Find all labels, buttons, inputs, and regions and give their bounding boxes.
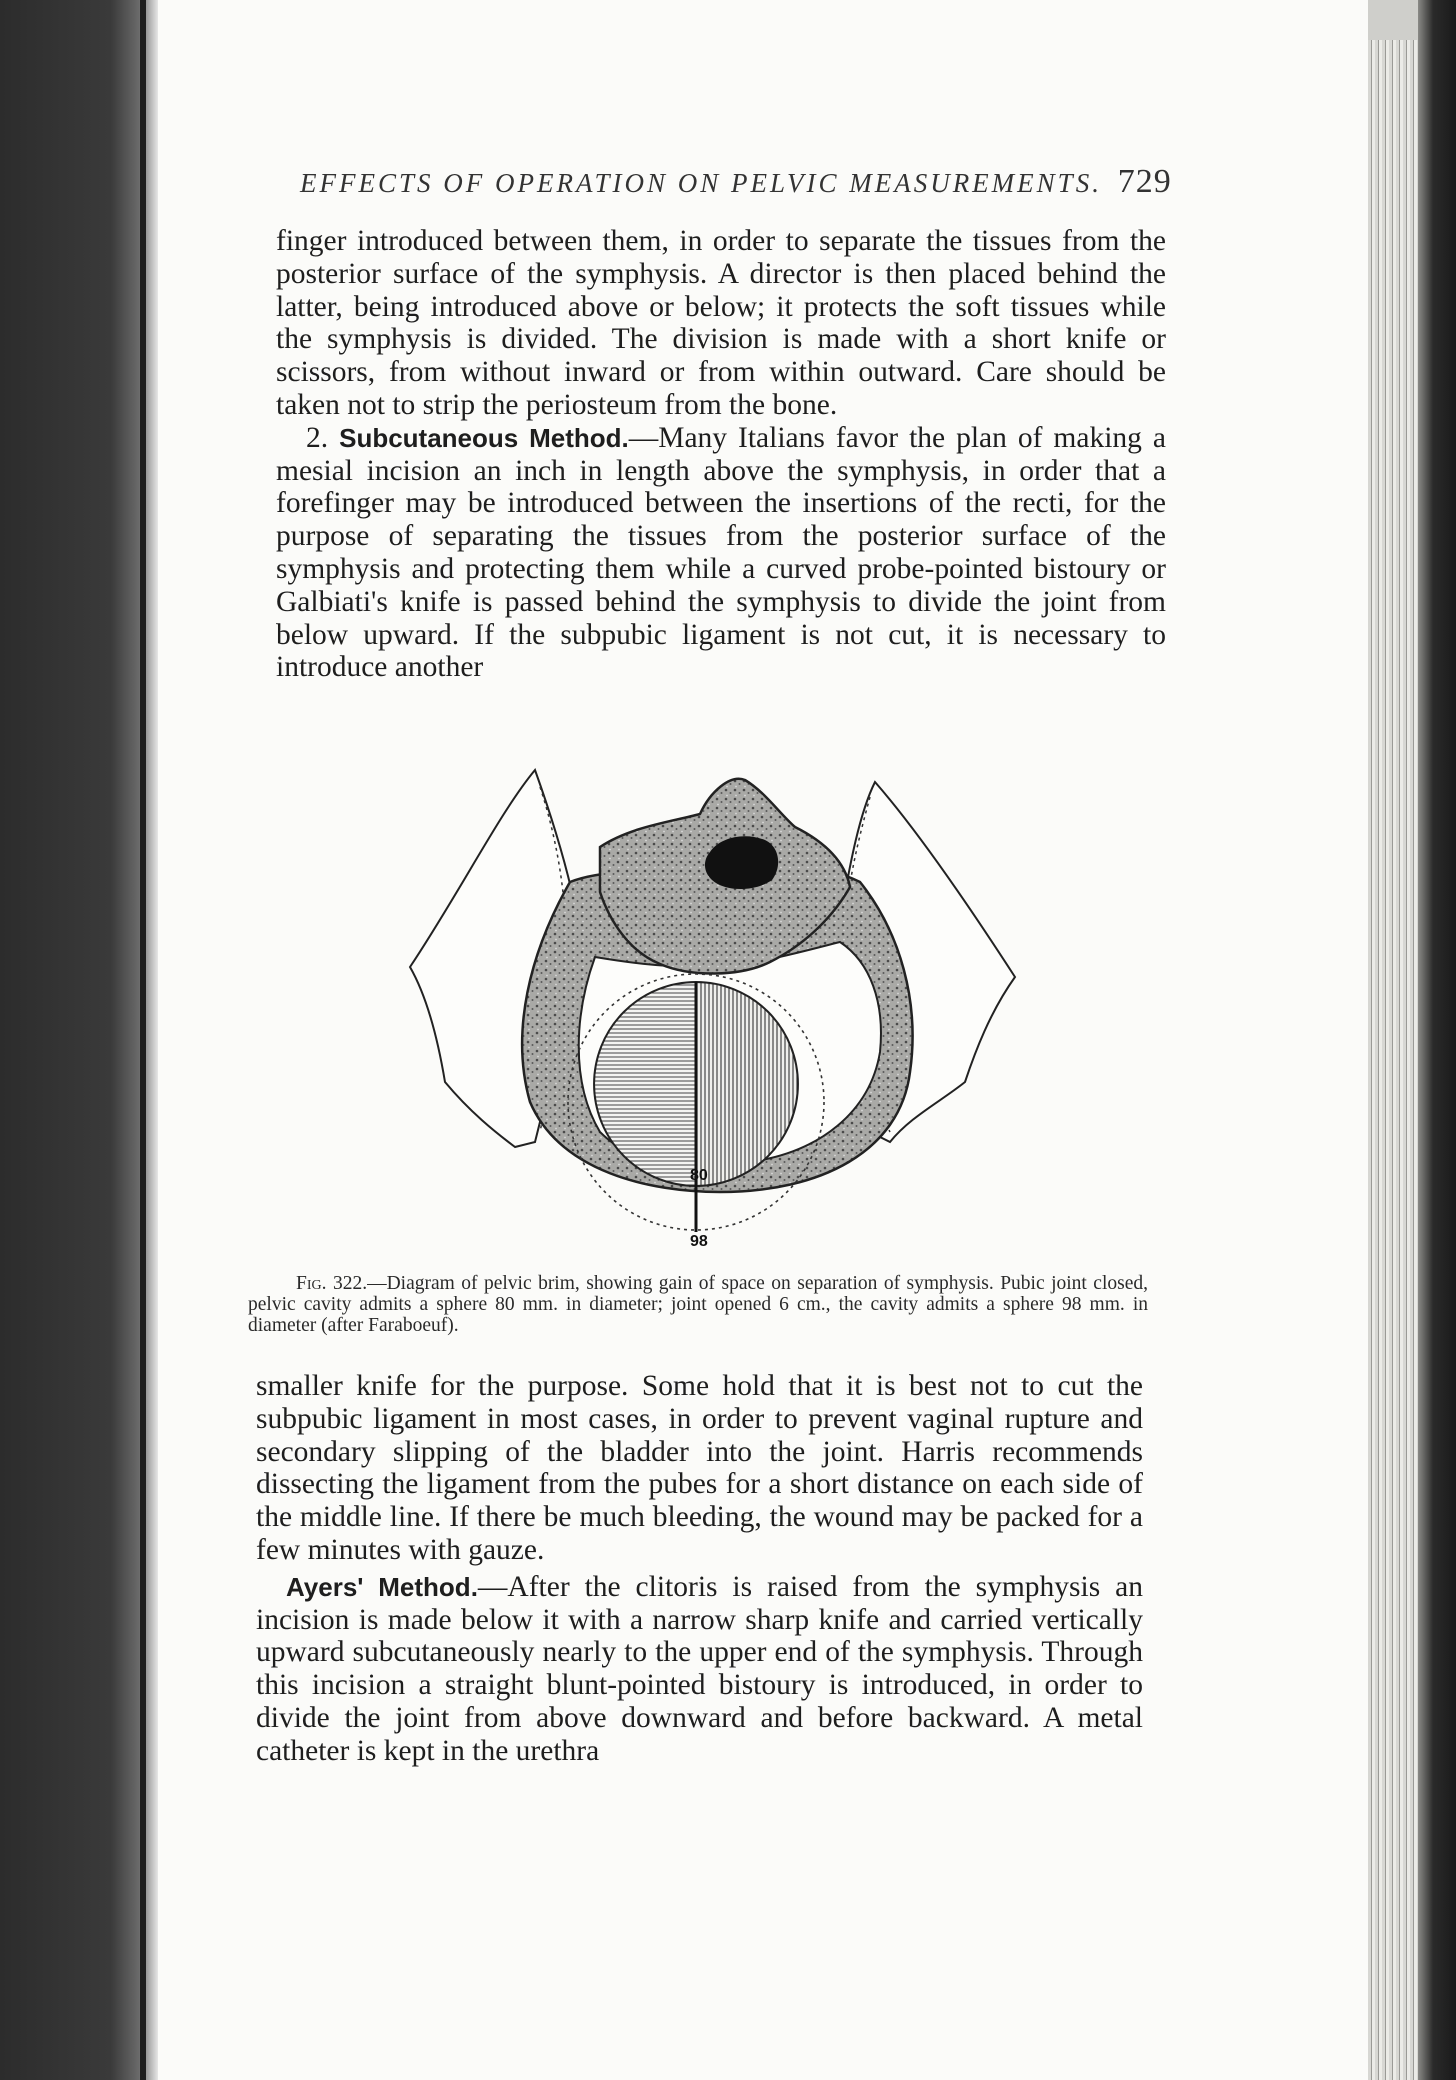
paragraph-ayers-method xyxy=(256,1571,1143,1768)
book-cover-edge xyxy=(1418,0,1456,2080)
paragraph-number: 2. xyxy=(306,421,329,454)
paragraph-text: —Many Italians favor the plan of making a mesial incision an inch in length above the symphysis, in order that a forefinger may be introduced between the insertions of the recti, for the purpose of separating the tissues from the posterior surface of the symphysis and protecting them while a curved probe-pointed bistoury or Galbiati's knife is passed behind the symphysis to divide the joint from below upward. If the subpubic ligament is not cut, it is necessary to introduce another xyxy=(276,421,1166,684)
binding-edge xyxy=(140,0,146,2080)
page-stack-right xyxy=(1368,0,1456,2080)
label-98: 98 xyxy=(690,1233,708,1250)
paragraph: smaller knife for the purpose. Some hold that it is best not to cut the subpubic ligament in most cases, in order to prevent vaginal rupture and secondary slipping of the bladder into the joint. Harris recommends dissecting the ligament from the pubes for a short distance on each side of the middle line. If there be much bleeding, the wound may be packed for a few minutes with gauze. xyxy=(256,1370,1143,1566)
label-80: 80 xyxy=(690,1167,708,1184)
running-head-title: EFFECTS OF OPERATION ON PELVIC MEASUREMENTS. xyxy=(300,168,1102,198)
body-text-bottom xyxy=(256,1370,1143,1768)
paragraph-subcutaneous-method xyxy=(276,422,1166,684)
body-text-top xyxy=(276,225,1166,684)
book-binding-left xyxy=(0,0,158,2080)
paragraph-text: —After the clitoris is raised from the symphysis an incision is made below it with a narrow sharp knife and carried vertically upward subcutaneously nearly to the upper end of the symphysis. Through this incision a straight blunt-pointed bistoury is introduced, in order to divide the joint from above downward and before backward. A metal catheter is kept in the urethra xyxy=(256,1570,1143,1767)
page-number: 729 xyxy=(1117,163,1172,200)
figure-number: Fig. 322. xyxy=(296,1273,368,1294)
section-heading: Ayers' Method. xyxy=(286,1571,478,1602)
section-heading: Subcutaneous Method. xyxy=(339,422,629,453)
running-head xyxy=(300,163,1180,201)
figure-caption xyxy=(248,1273,1148,1336)
pelvic-brim-diagram xyxy=(400,752,1040,1272)
figure-caption-text: —Diagram of pelvic brim, showing gain of space on separation of symphysis. Pubic joint closed, pelvic cavity admits a sphere 80 mm. in diameter; joint opened 6 cm., the cavity admits a sphere 98 mm. in diameter (after Faraboeuf). xyxy=(248,1273,1148,1336)
paragraph: finger introduced between them, in order to separate the tissues from the posterior surface of the symphysis. A director is then placed behind the latter, being introduced above or below; it protects the soft tissues while the symphysis is divided. The division is made with a short knife or scissors, from without inward or from within outward. Care should be taken not to strip the periosteum from the bone. xyxy=(276,225,1166,421)
